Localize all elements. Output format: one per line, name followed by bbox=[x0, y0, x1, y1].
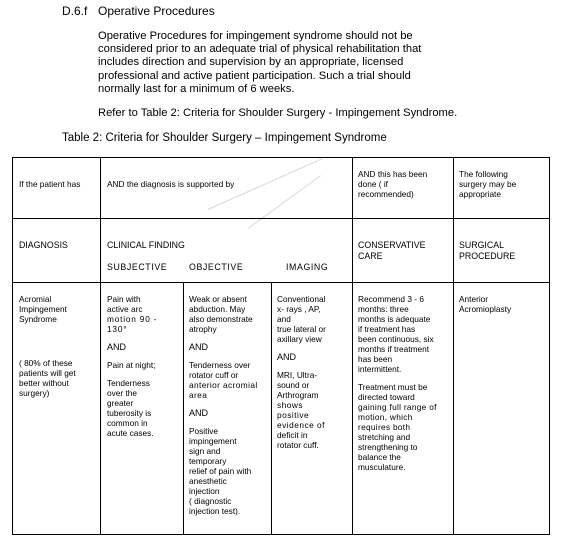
subheader-line: CONSERVATIVE bbox=[358, 240, 426, 250]
criteria-table bbox=[12, 157, 550, 535]
header-line: recommended) bbox=[358, 189, 414, 199]
and-label: AND bbox=[189, 342, 209, 352]
cell-line: acute cases. bbox=[107, 428, 154, 438]
column-divider bbox=[352, 158, 353, 534]
subheader-imaging: IMAGING bbox=[286, 262, 329, 272]
cell-line: Syndrome bbox=[19, 314, 57, 324]
cell-conservative-care bbox=[358, 294, 437, 472]
column-divider bbox=[183, 282, 184, 534]
subheader-line: SURGICAL bbox=[459, 240, 504, 250]
cell-line: better without bbox=[19, 378, 69, 388]
subheader-line: CARE bbox=[358, 250, 383, 261]
cell-line: injection bbox=[189, 486, 220, 496]
cell-line: tuberosity is bbox=[107, 408, 152, 418]
cell-line: gaining full range of bbox=[358, 402, 437, 412]
paragraph-line: considered prior to an adequate trial of physical rehabilitation that bbox=[98, 43, 422, 56]
header-line: appropriate bbox=[459, 189, 501, 199]
cell-objective bbox=[189, 294, 258, 516]
cell-line: Pain at night; bbox=[107, 360, 156, 370]
cell-line: Tenderness over bbox=[189, 360, 251, 370]
cell-line: Conventional bbox=[277, 294, 326, 304]
scan-artifact-line bbox=[248, 175, 321, 229]
and-label: AND bbox=[189, 408, 209, 418]
cell-line: deficit in bbox=[277, 430, 308, 440]
cell-line: ( diagnostic bbox=[189, 496, 232, 506]
cell-line: Tenderness bbox=[107, 378, 150, 388]
header-line: surgery may be bbox=[459, 179, 517, 189]
cell-line: 130° bbox=[107, 324, 128, 334]
and-label: AND bbox=[107, 342, 127, 352]
cell-line: shows bbox=[277, 400, 304, 410]
cell-line: impingement bbox=[189, 436, 237, 446]
cell-line: common in bbox=[107, 418, 148, 428]
cell-line: surgery) bbox=[19, 388, 50, 398]
header-line: The following bbox=[459, 169, 508, 179]
section-paragraph bbox=[98, 30, 478, 96]
column-divider bbox=[453, 158, 454, 534]
cell-line: injection test). bbox=[189, 506, 241, 516]
table-reference: Refer to Table 2: Criteria for Shoulder Surgery - Impingement Syndrome. bbox=[98, 107, 458, 119]
cell-line: been continuous, six bbox=[358, 334, 434, 344]
cell-line: atrophy bbox=[189, 324, 217, 334]
cell-line: if treatment has bbox=[358, 324, 416, 334]
paragraph-line: normally last for a minimum of 6 weeks. bbox=[98, 82, 295, 95]
paragraph-line: Operative Procedures for impingement syndrome should not be bbox=[98, 30, 413, 42]
cell-line: active arc bbox=[107, 304, 143, 314]
header-col-surgery bbox=[459, 169, 516, 199]
cell-line: and bbox=[277, 314, 291, 324]
subheader-clinical-finding: CLINICAL FINDING bbox=[107, 240, 185, 250]
cell-line: stretching and bbox=[358, 432, 411, 442]
section-number: D.6.f bbox=[62, 4, 88, 18]
cell-diagnosis bbox=[19, 294, 67, 324]
cell-line: Recommend 3 - 6 bbox=[358, 294, 424, 304]
section-title: Operative Procedures bbox=[98, 4, 215, 18]
paragraph-line: professional and active patient participation. Such a trial should bbox=[98, 69, 411, 82]
cell-line: evidence of bbox=[277, 420, 325, 430]
cell-line: abduction. May bbox=[189, 304, 246, 314]
column-divider bbox=[271, 282, 272, 534]
subheader-surgical-procedure bbox=[459, 240, 515, 261]
subheader-line: PROCEDURE bbox=[459, 250, 516, 261]
cell-line: over the bbox=[107, 388, 137, 398]
cell-line: true lateral or bbox=[277, 324, 326, 334]
cell-line: anterior acromial bbox=[189, 380, 258, 390]
cell-line: sign and bbox=[189, 446, 221, 456]
cell-line: motion 90 - bbox=[107, 314, 158, 324]
header-col-patient: If the patient has bbox=[19, 179, 81, 189]
cell-line: positive bbox=[277, 410, 310, 420]
cell-line: axillary view bbox=[277, 334, 322, 344]
cell-line: has been bbox=[358, 354, 393, 364]
cell-line: temporary bbox=[189, 456, 227, 466]
header-col-done bbox=[358, 169, 427, 199]
cell-line: sound or bbox=[277, 380, 310, 390]
cell-line: directed toward bbox=[358, 392, 415, 402]
subheader-conservative-care bbox=[358, 240, 425, 261]
subheader-diagnosis: DIAGNOSIS bbox=[19, 240, 68, 250]
cell-line: requires both bbox=[358, 422, 411, 432]
row-divider bbox=[13, 218, 549, 219]
cell-line: motion, which bbox=[358, 412, 413, 422]
cell-line: Pain with bbox=[107, 294, 141, 304]
cell-line: ( 80% of these bbox=[19, 358, 73, 368]
cell-line: musculature. bbox=[358, 462, 406, 472]
cell-line: balance the bbox=[358, 452, 401, 462]
subheader-subjective: SUBJECTIVE bbox=[107, 262, 168, 272]
cell-line: rotator cuff or bbox=[189, 370, 239, 380]
cell-line: Weak or absent bbox=[189, 294, 247, 304]
cell-line: rotator cuff. bbox=[277, 440, 319, 450]
cell-line: anesthetic bbox=[189, 476, 227, 486]
cell-line: also demonstrate bbox=[189, 314, 253, 324]
cell-line: MRI, Ultra- bbox=[277, 370, 318, 380]
cell-line: relief of pain with bbox=[189, 466, 252, 476]
cell-line: x- rays , AP, bbox=[277, 304, 321, 314]
cell-line: Arthrogram bbox=[277, 390, 319, 400]
and-label: AND bbox=[277, 352, 297, 362]
cell-line: months is adequate bbox=[358, 314, 431, 324]
cell-line: intermittent. bbox=[358, 364, 402, 374]
subheader-objective: OBJECTIVE bbox=[189, 262, 244, 272]
cell-line: strengthening to bbox=[358, 442, 418, 452]
header-col-diagnosis-support: AND the diagnosis is supported by bbox=[107, 179, 235, 189]
cell-line: Acromial bbox=[19, 294, 52, 304]
cell-subjective bbox=[107, 294, 157, 438]
header-line: done ( if bbox=[358, 179, 388, 189]
cell-line: greater bbox=[107, 398, 134, 408]
cell-line: Anterior bbox=[459, 294, 489, 304]
paragraph-line: includes direction and supervision by an appropriate, licensed bbox=[98, 56, 404, 69]
header-line: AND this has been bbox=[358, 169, 428, 179]
cell-diagnosis-note bbox=[19, 358, 76, 398]
cell-line: months: three bbox=[358, 304, 409, 314]
cell-line: months if treatment bbox=[358, 344, 430, 354]
cell-line: Acromioplasty bbox=[459, 304, 512, 314]
cell-line: Treatment must be bbox=[358, 382, 428, 392]
row-divider bbox=[13, 282, 549, 283]
cell-line: Positive bbox=[189, 426, 219, 436]
cell-imaging bbox=[277, 294, 326, 450]
cell-line: area bbox=[189, 390, 208, 400]
column-divider bbox=[100, 158, 101, 534]
cell-surgical-procedure bbox=[459, 294, 511, 314]
cell-line: patients will get bbox=[19, 368, 76, 378]
cell-line: Impingement bbox=[19, 304, 67, 314]
table-caption: Table 2: Criteria for Shoulder Surgery – Impingement Syndrome bbox=[62, 132, 387, 144]
